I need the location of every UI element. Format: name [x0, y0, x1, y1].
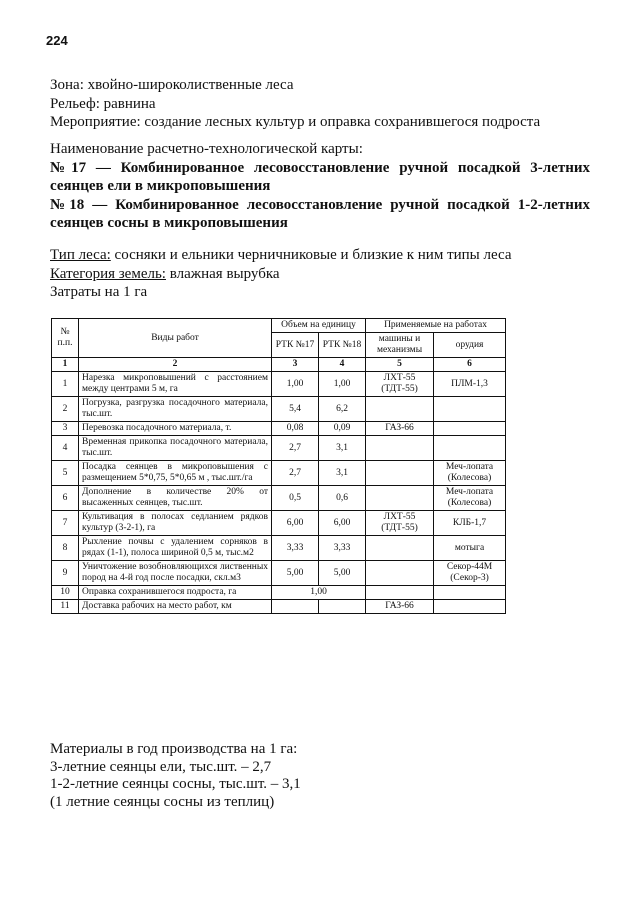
- header-machines: машины и механизмы: [366, 333, 434, 358]
- volume-rtk17: 0,5: [272, 486, 319, 511]
- volume-rtk18: 3,33: [319, 536, 366, 561]
- volume-rtk18: 0,09: [319, 422, 366, 436]
- volume-rtk18: 3,1: [319, 461, 366, 486]
- machines: [366, 536, 434, 561]
- land-category-value: влажная вырубка: [165, 265, 280, 282]
- row-number: 3: [52, 422, 79, 436]
- volume-rtk18: 6,00: [319, 511, 366, 536]
- tools: мотыга: [434, 536, 506, 561]
- forest-type-line: [50, 246, 590, 265]
- header-volume: Объем на единицу: [272, 319, 366, 333]
- volume-rtk17: 5,00: [272, 561, 319, 586]
- volume-rtk18: 5,00: [319, 561, 366, 586]
- materials-line: 3-летние сеянцы ели, тыс.шт. – 2,7: [50, 758, 272, 775]
- header-rtk18: РТК №18: [319, 333, 366, 358]
- work-name: Дополнение в количестве 20% от высаженных сеянцев, тыс.шт.: [79, 486, 272, 511]
- forest-type-value: сосняки и ельники черничниковые и близкие к ним типы леса: [110, 247, 512, 263]
- table-row: [52, 422, 506, 436]
- rtk-block: [50, 140, 590, 233]
- table-row: [52, 436, 506, 461]
- work-name: Доставка рабочих на место работ, км: [79, 600, 272, 614]
- tools: [434, 436, 506, 461]
- column-number: 5: [366, 358, 434, 372]
- volume-rtk17: 0,08: [272, 422, 319, 436]
- materials-line: 1-2-летние сеянцы сосны, тыс.шт. – 3,1: [50, 776, 301, 792]
- materials-heading: Материалы в год производства на 1 га:: [50, 741, 298, 757]
- header-rtk17: РТК №17: [272, 333, 319, 358]
- volume-rtk17: 2,7: [272, 461, 319, 486]
- forest-info: [50, 246, 590, 302]
- volume-rtk18: 3,1: [319, 436, 366, 461]
- machines: ГАЗ-66: [366, 600, 434, 614]
- table-row: [52, 486, 506, 511]
- work-name: Посадка сеянцев в микроповышения с размещением 5*0,75, 5*0,65 м , тыс.шт./га: [79, 461, 272, 486]
- materials-block: [50, 741, 590, 811]
- land-category-label: Категория земель:: [50, 265, 166, 282]
- table-row: [52, 511, 506, 536]
- column-number: 4: [319, 358, 366, 372]
- tools: Секор-44М (Секор-3): [434, 561, 506, 586]
- work-name: Временная прикопка посадочного материала, тыс.шт.: [79, 436, 272, 461]
- work-name: Нарезка микроповышений с расстоянием между центрами 5 м, га: [79, 372, 272, 397]
- work-name: Оправка сохранившегося подроста, га: [79, 586, 272, 600]
- header-number: № п.п.: [52, 319, 79, 358]
- volume-rtk18: [319, 600, 366, 614]
- tools: [434, 397, 506, 422]
- tools: [434, 422, 506, 436]
- row-number: 6: [52, 486, 79, 511]
- row-number: 10: [52, 586, 79, 600]
- rtk-card-17: №17 — Комбинированное лесовосстановление ручной посадкой 3-летних сеянцев ели в микроповышения: [50, 159, 590, 194]
- zone-line: Зона: хвойно-широколиственные леса: [50, 77, 294, 93]
- work-name: Рыхление почвы с удалением сорняков в рядах (1-1), полоса шириной 0,5 м, тыс.м2: [79, 536, 272, 561]
- volume-rtk17: [272, 600, 319, 614]
- row-number: 5: [52, 461, 79, 486]
- column-number: 1: [52, 358, 79, 372]
- machines: ЛХТ-55 (ТДТ-55): [366, 511, 434, 536]
- page-number: 224: [46, 33, 68, 48]
- info-block: [50, 76, 590, 132]
- volume-merged: 1,00: [272, 586, 366, 600]
- machines: [366, 436, 434, 461]
- column-number-row: [52, 358, 506, 372]
- volume-rtk17: 1,00: [272, 372, 319, 397]
- row-number: 9: [52, 561, 79, 586]
- row-number: 7: [52, 511, 79, 536]
- machines: [366, 397, 434, 422]
- header-tools: орудия: [434, 333, 506, 358]
- row-number: 11: [52, 600, 79, 614]
- land-category-line: [50, 265, 590, 284]
- work-name: Культивация в полосах седланием рядков культур (3-2-1), га: [79, 511, 272, 536]
- header-works: Виды работ: [79, 319, 272, 358]
- machines: ЛХТ-55 (ТДТ-55): [366, 372, 434, 397]
- rtk-heading: Наименование расчетно-технологической карты:: [50, 141, 363, 157]
- table-row: [52, 586, 506, 600]
- column-number: 3: [272, 358, 319, 372]
- volume-rtk18: 1,00: [319, 372, 366, 397]
- machines: [366, 586, 434, 600]
- table-row: [52, 461, 506, 486]
- volume-rtk18: 0,6: [319, 486, 366, 511]
- table-row: [52, 397, 506, 422]
- machines: [366, 461, 434, 486]
- tools: [434, 586, 506, 600]
- row-number: 8: [52, 536, 79, 561]
- table-row: [52, 561, 506, 586]
- measure-line: Мероприятие: создание лесных культур и оправка сохранившегося подроста: [50, 114, 541, 130]
- costs-line: Затраты на 1 га: [50, 284, 148, 300]
- works-table: [51, 318, 506, 614]
- work-name: Погрузка, разгрузка посадочного материала, тыс.шт.: [79, 397, 272, 422]
- machines: [366, 486, 434, 511]
- tools: ПЛМ-1,3: [434, 372, 506, 397]
- row-number: 4: [52, 436, 79, 461]
- table-row: [52, 600, 506, 614]
- relief-line: Рельеф: равнина: [50, 95, 156, 112]
- row-number: 2: [52, 397, 79, 422]
- table-row: [52, 536, 506, 561]
- tools: [434, 600, 506, 614]
- work-name: Уничтожение возобновляющихся лиственных пород на 4-й год после посадки, скл.м3: [79, 561, 272, 586]
- tools: Меч-лопата (Колесова): [434, 461, 506, 486]
- column-number: 2: [79, 358, 272, 372]
- tools: КЛБ-1,7: [434, 511, 506, 536]
- row-number: 1: [52, 372, 79, 397]
- volume-rtk17: 5,4: [272, 397, 319, 422]
- forest-type-label: Тип леса:: [50, 247, 111, 263]
- volume-rtk17: 3,33: [272, 536, 319, 561]
- header-applied: Применяемые на работах: [366, 319, 506, 333]
- column-number: 6: [434, 358, 506, 372]
- volume-rtk18: 6,2: [319, 397, 366, 422]
- table-row: [52, 372, 506, 397]
- rtk-card-18: №18 — Комбинированное лесовосстановление ручной посадкой 1-2-летних сеянцев сосны в микроповышения: [50, 196, 590, 231]
- machines: [366, 561, 434, 586]
- materials-line: (1 летние сеянцы сосны из теплиц): [50, 793, 275, 810]
- tools: Меч-лопата (Колесова): [434, 486, 506, 511]
- volume-rtk17: 2,7: [272, 436, 319, 461]
- machines: ГАЗ-66: [366, 422, 434, 436]
- volume-rtk17: 6,00: [272, 511, 319, 536]
- work-name: Перевозка посадочного материала, т.: [79, 422, 272, 436]
